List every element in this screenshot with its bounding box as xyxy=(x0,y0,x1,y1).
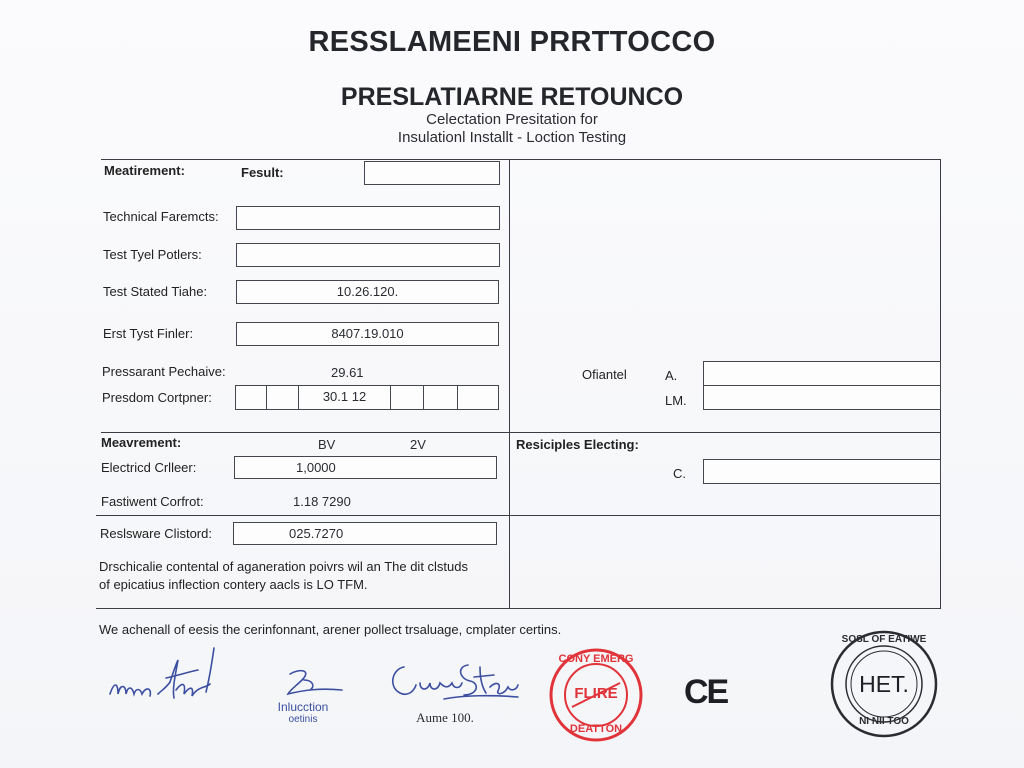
pressdom-label: Presdom Cortpner: xyxy=(102,390,212,405)
resistance-label: Reslsware Clistord: xyxy=(100,526,212,541)
column-2v-header: 2V xyxy=(410,437,426,452)
first-test-finisher-field[interactable]: 8407.19.010 xyxy=(236,322,499,346)
segment-divider xyxy=(390,386,391,409)
measurement-label: Meatirement: xyxy=(104,163,185,178)
test-type-field[interactable] xyxy=(236,243,500,267)
lm-label: LM. xyxy=(665,393,687,408)
measurement-2-label: Meavrement: xyxy=(101,435,182,450)
pressdom-value: 30.1 12 xyxy=(322,389,367,404)
lm-field[interactable] xyxy=(703,385,941,410)
a-field[interactable] xyxy=(703,361,941,386)
test-started-time-label: Test Stated Tiahe: xyxy=(103,284,208,299)
signature-2 xyxy=(280,664,350,704)
document-title: RESSLAMEENI PRRTTOCCO xyxy=(308,26,716,58)
signature-3-caption: Aume 100. xyxy=(416,710,474,725)
het-seal-ring-text: SOSL OF EATIWE xyxy=(841,634,927,645)
segment-divider xyxy=(423,386,424,409)
signature-3 xyxy=(384,657,520,705)
table-center-divider xyxy=(509,159,510,609)
signature-1 xyxy=(106,642,228,716)
test-started-time-field[interactable]: 10.26.120. xyxy=(236,280,499,304)
electrical-field[interactable]: 1,0000 xyxy=(234,456,497,479)
description-line-1: Celectation Presitation for xyxy=(426,111,598,128)
segment-divider xyxy=(266,386,267,409)
certification-statement: We achenall of eesis the cerinfonnant, arener pollect trsaluage, cmplater certins. xyxy=(99,622,562,637)
pressure-value: 29.61 xyxy=(331,365,364,380)
resistance-field[interactable]: 025.7270 xyxy=(233,522,497,545)
note-line-2: of epicatius inflection contery aacls is LO TFM. xyxy=(99,577,368,592)
red-seal-stamp xyxy=(548,647,644,743)
het-seal-bottom-text: NI NII TOO xyxy=(859,716,909,727)
right-section-divider xyxy=(509,515,941,516)
electrical-label: Electricd Crlleer: xyxy=(101,460,197,475)
c-field[interactable] xyxy=(703,459,941,484)
red-seal-center-text: FLIRE xyxy=(574,685,618,702)
pressdom-segmented-field[interactable] xyxy=(235,385,499,410)
signature-2-caption-2: oetinis xyxy=(288,714,318,725)
segment-divider xyxy=(457,386,458,409)
technical-parameters-field[interactable] xyxy=(236,206,500,230)
first-test-finisher-label: Erst Tyst Finler: xyxy=(103,326,194,341)
officiant-label: Ofiantel xyxy=(582,367,627,382)
left-section-divider xyxy=(96,515,509,516)
column-bv-header: BV xyxy=(318,437,336,452)
principles-label: Resiciples Electing: xyxy=(516,437,639,452)
het-seal-stamp xyxy=(828,630,940,738)
pressure-label: Pressarant Pechaive: xyxy=(102,364,226,379)
table-bottom-border xyxy=(96,608,941,609)
c-label: C. xyxy=(673,466,686,481)
test-type-label: Test Tyel Potlers: xyxy=(103,247,202,262)
signature-2-caption-1: Inlucction xyxy=(277,700,329,714)
het-seal-center-text: HET. xyxy=(859,671,909,697)
fastwent-label: Fastiwent Corfrot: xyxy=(101,494,204,509)
table-top-border xyxy=(101,159,941,160)
result-field[interactable] xyxy=(364,161,500,185)
table-mid-divider xyxy=(101,432,941,433)
a-label: A. xyxy=(665,368,678,383)
result-label: Fesult: xyxy=(241,165,284,180)
description-line-2: Insulationl Installt - Loction Testing xyxy=(397,129,627,146)
note-line-1: Drschicalie contental of aganeration poivrs wil an The dit clstuds xyxy=(99,559,469,574)
red-seal-top-text: CONY EMERG xyxy=(558,653,634,665)
document-subtitle: PRESLATIARNE RETOUNCO xyxy=(340,83,684,111)
ce-mark: CE xyxy=(684,673,728,711)
red-seal-bottom-text: DEATTON xyxy=(569,723,623,735)
technical-parameters-label: Technical Faremcts: xyxy=(103,209,219,224)
fastwent-value: 1.18 7290 xyxy=(293,494,351,509)
